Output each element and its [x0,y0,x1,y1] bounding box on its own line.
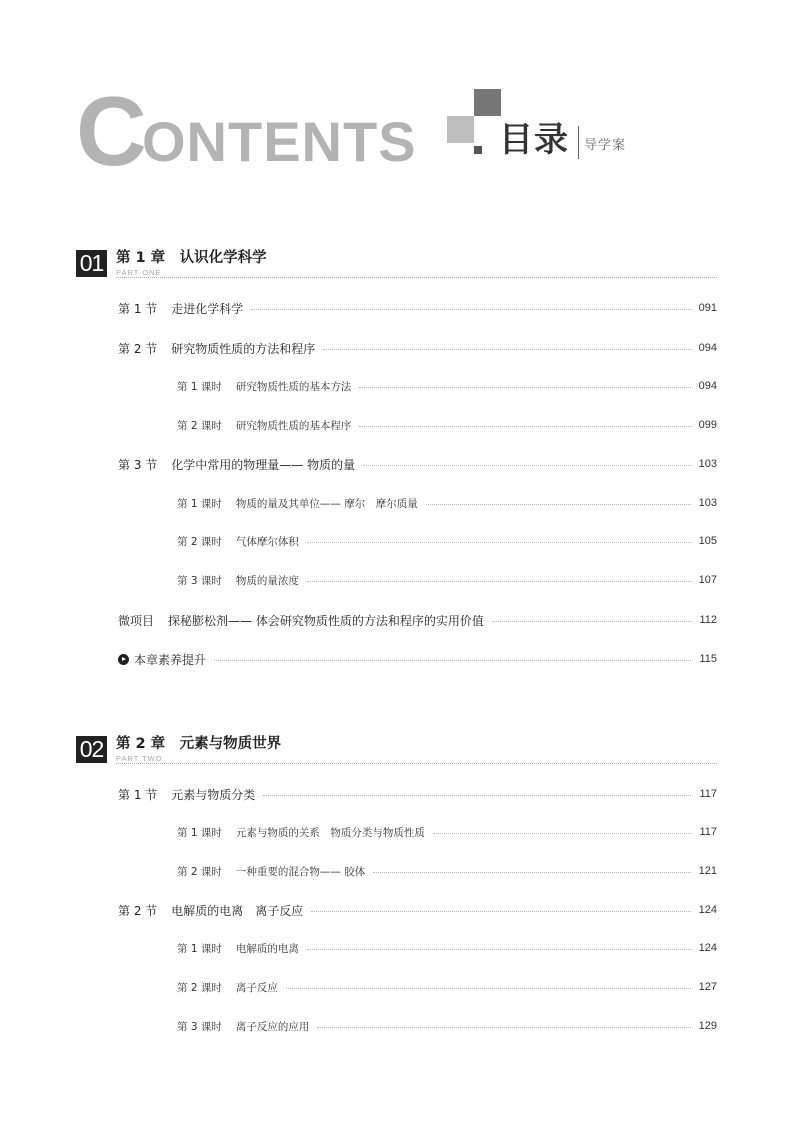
entry-title: 走进化学科学 [171,301,244,316]
leader-dots [317,1027,690,1028]
toc-subentry[interactable] [177,861,717,881]
entry-title: 研究物质性质的基本程序 [235,419,352,432]
entry-title: 电解质的电离 离子反应 [171,903,304,918]
entry-title: 一种重要的混合物—— 胶体 [235,865,366,878]
entry-number: 第 2 课时 [177,535,222,548]
toc-entry[interactable] [118,610,717,630]
entry-page: 129 [698,1020,717,1032]
entry-page: 091 [698,302,717,314]
entry-number: 第 1 课时 [177,497,222,510]
chapter-part-label: PART ONE [116,268,162,277]
entry-title: 离子反应的应用 [235,1020,310,1033]
chapter-title[interactable]: 第 2 章 元素与物质世界 [116,736,282,752]
entry-page: 107 [698,574,717,586]
play-bullet-icon [118,654,129,665]
entry-title: 研究物质性质的基本方法 [235,380,352,393]
entry-page: 127 [698,981,717,993]
contents-header [76,76,716,186]
leader-dots [323,349,690,350]
toc-subentry[interactable] [177,822,717,842]
leader-dots [286,988,691,989]
leader-dots [359,387,690,388]
chapter-rule [116,763,717,764]
entry-title: 探秘膨松剂—— 体会研究物质性质的方法和程序的实用价值 [168,613,484,628]
entry-number: 第 2 课时 [177,865,222,878]
leader-dots [311,911,690,912]
toc-entry[interactable] [118,784,717,804]
leader-dots [433,833,692,834]
chapter-title[interactable]: 第 1 章 认识化学科学 [116,250,267,266]
entry-number: 第 1 课时 [177,942,222,955]
entry-number: 第 2 节 [118,903,158,918]
entry-title: 离子反应 [235,981,278,994]
leader-dots [263,795,691,796]
entry-page: 103 [698,497,717,509]
leader-dots [307,949,691,950]
page-title: 目录 [499,120,569,160]
entry-page: 115 [699,653,717,665]
entry-title: 研究物质性质的方法和程序 [171,341,316,356]
entry-number: 第 2 课时 [177,981,222,994]
contents-word: ONTENTS [142,110,417,173]
entry-page: 094 [698,380,717,392]
chapter-number: 02 [76,736,107,763]
leader-dots [307,581,691,582]
contents-first-letter: C [76,76,145,186]
entry-page: 099 [698,419,717,431]
entry-page: 121 [698,865,717,877]
entry-number: 第 3 节 [118,457,158,472]
leader-dots [492,621,692,622]
entry-page: 124 [698,942,717,954]
toc-subentry[interactable] [177,376,717,396]
entry-page: 124 [698,904,717,916]
toc-subentry[interactable] [177,415,717,435]
entry-number: 第 1 课时 [177,826,222,839]
toc-subentry[interactable] [177,531,717,551]
entry-page: 117 [699,788,717,800]
chapter-rule [116,277,717,278]
leader-dots [426,504,691,505]
chapter-part-label: PART TWO [116,754,163,763]
title-divider [578,126,579,159]
entry-number: 第 2 节 [118,341,158,356]
entry-title: 物质的量及其单位—— 摩尔 摩尔质量 [235,497,418,510]
entry-title: 化学中常用的物理量—— 物质的量 [171,457,356,472]
leader-dots [363,465,691,466]
entry-number: 第 2 课时 [177,419,222,432]
entry-page: 117 [699,826,717,838]
leader-dots [359,426,690,427]
entry-title: 本章素养提升 [134,652,207,667]
entry-number: 第 1 课时 [177,380,222,393]
decor-square-small [474,146,482,154]
page-subtitle: 导学案 [584,138,627,153]
entry-number: 第 3 课时 [177,1020,222,1033]
toc-entry[interactable] [118,298,717,318]
chapter-number: 01 [76,250,107,277]
entry-page: 105 [698,535,717,547]
entry-number: 第 3 课时 [177,574,222,587]
toc-subentry[interactable] [177,938,717,958]
toc-entry[interactable] [118,454,717,474]
toc-entry[interactable] [118,338,717,358]
leader-dots [214,660,691,661]
toc-entry-chapter-review[interactable] [118,649,717,669]
entry-page: 112 [699,614,717,626]
entry-title: 元素与物质的关系 物质分类与物质性质 [235,826,425,839]
leader-dots [307,542,691,543]
entry-page: 103 [698,458,717,470]
entry-number: 微项目 [118,613,155,628]
entry-number: 第 1 节 [118,787,158,802]
leader-dots [251,309,690,310]
toc-subentry[interactable] [177,493,717,513]
decor-square-light [447,116,474,143]
entry-title: 气体摩尔体积 [235,535,299,548]
entry-title: 元素与物质分类 [171,787,256,802]
toc-entry[interactable] [118,900,717,920]
toc-subentry[interactable] [177,1016,717,1036]
entry-title: 电解质的电离 [235,942,299,955]
toc-subentry[interactable] [177,977,717,997]
decor-square-dark [474,89,501,116]
toc-subentry[interactable] [177,570,717,590]
leader-dots [373,872,690,873]
entry-title: 物质的量浓度 [235,574,299,587]
entry-number: 第 1 节 [118,301,158,316]
entry-page: 094 [698,342,717,354]
